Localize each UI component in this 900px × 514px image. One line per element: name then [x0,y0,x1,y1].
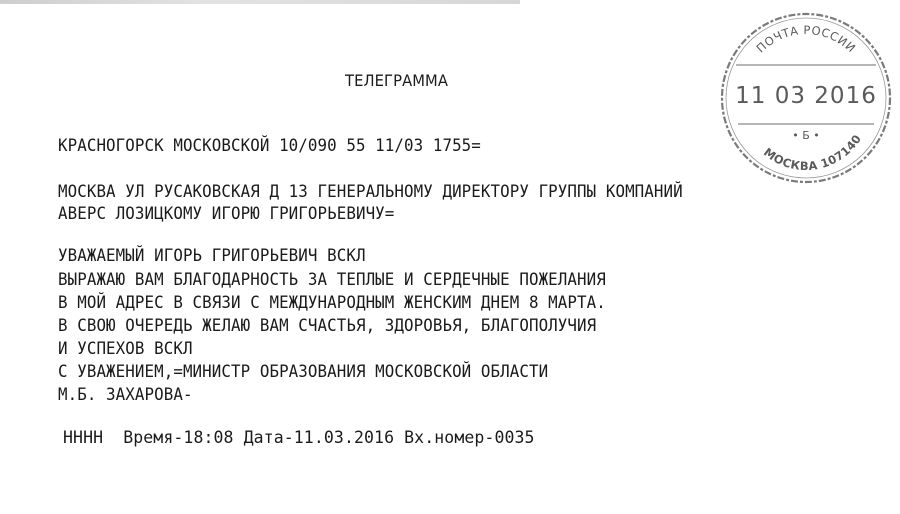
body-line-3: В МОЙ АДРЕС В СВЯЗИ С МЕЖДУНАРОДНЫМ ЖЕНСКИМ ДНЕМ 8 МАРТА. [58,293,606,313]
body-line-1: УВАЖАЕМЫЙ ИГОРЬ ГРИГОРЬЕВИЧ ВСКЛ [58,246,366,266]
scanned-page-edge [0,0,520,4]
footer-line: НННН Время-18:08 Дата-11.03.2016 Вх.номер-0035 [63,428,535,447]
body-line-6: С УВАЖЕНИЕМ,=МИНИСТР ОБРАЗОВАНИЯ МОСКОВСКОЙ ОБЛАСТИ [58,362,549,382]
body-line-2: ВЫРАЖАЮ ВАМ БЛАГОДАРНОСТЬ ЗА ТЕПЛЫЕ И СЕРДЕЧНЫЕ ПОЖЕЛАНИЯ [58,270,606,290]
body-line-4: В СВОЮ ОЧЕРЕДЬ ЖЕЛАЮ ВАМ СЧАСТЬЯ, ЗДОРОВЬЯ, БЛАГОПОЛУЧИЯ [58,316,597,336]
stamp-top-text: ПОЧТА РОССИИ [753,22,859,56]
stamp-bottom-text: МОСКВА 107140 [761,131,865,174]
body-line-5: И УСПЕХОВ ВСКЛ [58,339,193,359]
telegram-header-line: КРАСНОГОРСК МОСКОВСКОЙ 10/090 55 11/03 1755= [58,136,481,156]
postal-stamp [714,10,900,190]
stamp-mark: • Б • [792,129,820,142]
stamp-date: 11 03 2016 [735,83,877,109]
address-line-1: МОСКВА УЛ РУСАКОВСКАЯ Д 13 ГЕНЕРАЛЬНОМУ ДИРЕКТОРУ ГРУППЫ КОМПАНИЙ [58,182,683,202]
signature-line: М.Б. ЗАХАРОВА- [58,385,193,405]
telegram-title: ТЕЛЕГРАММА [345,71,448,90]
address-line-2: АВЕРС ЛОЗИЦКОМУ ИГОРЮ ГРИГОРЬЕВИЧУ= [58,204,395,224]
